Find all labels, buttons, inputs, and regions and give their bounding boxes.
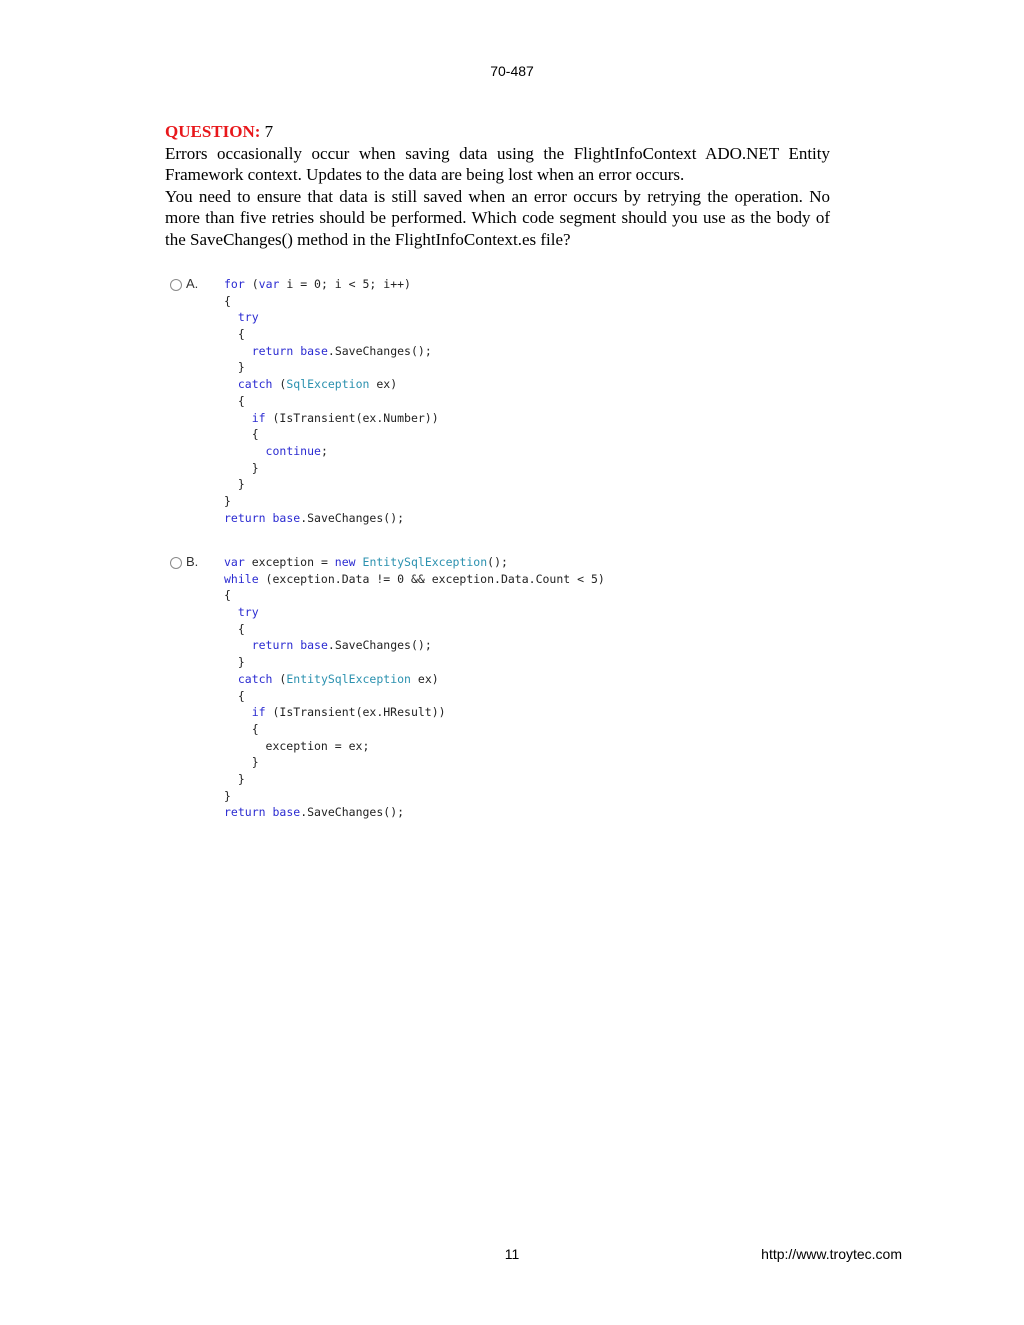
question-label: QUESTION: xyxy=(165,122,261,141)
code-token: try xyxy=(237,605,259,620)
question-heading xyxy=(165,121,830,143)
code-token: } xyxy=(224,655,245,670)
code-token xyxy=(224,705,252,719)
code-token: { xyxy=(224,688,245,703)
code-token: base xyxy=(272,805,301,820)
code-token: ex) xyxy=(410,671,439,686)
code-line xyxy=(224,426,439,443)
question-paragraph-1: Errors occasionally occur when saving data using the FlightInfoContext ADO.NET Entity Framework context. Updates to the data are being lost when an error occurs. xyxy=(165,143,830,184)
code-token xyxy=(224,605,238,619)
code-token: { xyxy=(224,427,259,442)
code-token: base xyxy=(272,510,301,525)
code-token: EntitySqlException xyxy=(286,671,411,686)
code-token: if xyxy=(251,410,266,425)
code-token xyxy=(356,555,363,569)
code-token: { xyxy=(224,293,231,308)
code-line xyxy=(224,621,605,638)
code-line xyxy=(224,738,605,755)
code-line xyxy=(224,671,605,688)
code-token: ( xyxy=(244,277,259,291)
code-token: .SaveChanges(); xyxy=(300,805,405,820)
code-token: { xyxy=(224,588,231,603)
code-token: (exception.Data != 0 && exception.Data.Count < 5) xyxy=(258,571,605,586)
code-token: } xyxy=(224,360,245,375)
code-token xyxy=(224,638,252,652)
code-token: (IsTransient(ex.Number)) xyxy=(265,410,439,425)
code-token: try xyxy=(237,310,259,325)
code-token: EntitySqlException xyxy=(362,555,488,569)
code-line xyxy=(224,460,439,477)
code-line xyxy=(224,721,605,738)
code-token: return xyxy=(224,510,266,525)
radio-button-icon[interactable] xyxy=(170,279,182,291)
code-line xyxy=(224,654,605,671)
code-token: } xyxy=(224,755,259,770)
code-line xyxy=(224,443,439,460)
code-token: catch xyxy=(237,671,273,686)
code-token xyxy=(224,310,238,324)
code-token: .SaveChanges(); xyxy=(327,638,432,653)
option-letter: B. xyxy=(186,554,199,569)
question-number: 7 xyxy=(264,122,274,141)
code-token: } xyxy=(224,460,259,475)
code-token: SqlException xyxy=(286,377,370,392)
code-token: return xyxy=(251,343,294,358)
code-token: for xyxy=(224,277,245,291)
code-token: var xyxy=(224,555,245,569)
exam-code-header: 70-487 xyxy=(490,63,534,79)
code-token xyxy=(224,411,252,425)
code-line xyxy=(224,359,439,376)
code-token: } xyxy=(224,493,231,508)
code-token: exception = xyxy=(244,555,335,569)
code-token: var xyxy=(258,277,280,291)
code-token: return xyxy=(224,805,266,820)
code-line xyxy=(224,788,605,805)
code-line xyxy=(224,604,605,621)
code-line xyxy=(224,393,439,410)
code-token xyxy=(224,444,266,458)
code-line xyxy=(224,637,605,654)
code-token: } xyxy=(224,771,245,786)
code-token xyxy=(224,672,238,686)
code-line xyxy=(224,771,605,788)
code-line xyxy=(224,587,605,604)
code-token: .SaveChanges(); xyxy=(327,343,432,358)
code-line xyxy=(224,554,605,571)
code-token: catch xyxy=(237,377,273,392)
code-token: .SaveChanges(); xyxy=(300,510,405,525)
code-line xyxy=(224,410,439,427)
code-token xyxy=(224,344,252,358)
code-token: { xyxy=(224,393,245,408)
code-token: { xyxy=(224,621,245,636)
code-token: exception = ex; xyxy=(224,738,370,753)
code-token: ; xyxy=(320,443,328,458)
code-token: { xyxy=(224,721,259,736)
code-line xyxy=(224,326,439,343)
code-token: base xyxy=(300,638,328,653)
code-line xyxy=(224,688,605,705)
code-token: while xyxy=(224,571,259,586)
option-letter: A. xyxy=(186,276,199,291)
code-line xyxy=(224,476,439,493)
code-line xyxy=(224,571,605,588)
code-line xyxy=(224,309,439,326)
question-paragraph-2: You need to ensure that data is still saved when an error occurs by retrying the operation. No more than five retries should be performed. Which code segment should you use as the body of the SaveChanges() method in the FlightInfoContext.es file? xyxy=(165,186,830,249)
code-token: } xyxy=(224,477,245,492)
code-line xyxy=(224,376,439,393)
code-token: ( xyxy=(272,377,287,392)
code-line xyxy=(224,704,605,721)
code-token: new xyxy=(334,555,356,569)
code-token: i = 0; i < 5; i++) xyxy=(279,277,411,291)
radio-button-icon[interactable] xyxy=(170,557,182,569)
code-line xyxy=(224,754,605,771)
code-block xyxy=(224,554,605,821)
code-token xyxy=(224,377,238,391)
code-token: return xyxy=(251,638,294,653)
code-block xyxy=(224,276,439,526)
answer-option-b[interactable] xyxy=(170,554,605,821)
code-token: continue xyxy=(265,443,321,458)
code-token: (IsTransient(ex.HResult)) xyxy=(265,705,446,720)
answer-option-a[interactable] xyxy=(170,276,439,526)
code-line xyxy=(224,804,605,821)
code-line xyxy=(224,510,439,527)
code-token: } xyxy=(224,788,231,803)
code-line xyxy=(224,293,439,310)
code-token: ( xyxy=(272,671,287,686)
code-line xyxy=(224,343,439,360)
code-token: base xyxy=(300,343,328,358)
code-line xyxy=(224,276,439,293)
page-number: 11 xyxy=(504,1246,520,1262)
question-block xyxy=(165,121,830,250)
footer-url: http://www.troytec.com xyxy=(761,1246,902,1262)
code-token: ex) xyxy=(369,377,398,392)
code-line xyxy=(224,493,439,510)
code-token: (); xyxy=(487,555,508,569)
code-token: { xyxy=(224,327,245,342)
code-token: if xyxy=(251,705,266,720)
